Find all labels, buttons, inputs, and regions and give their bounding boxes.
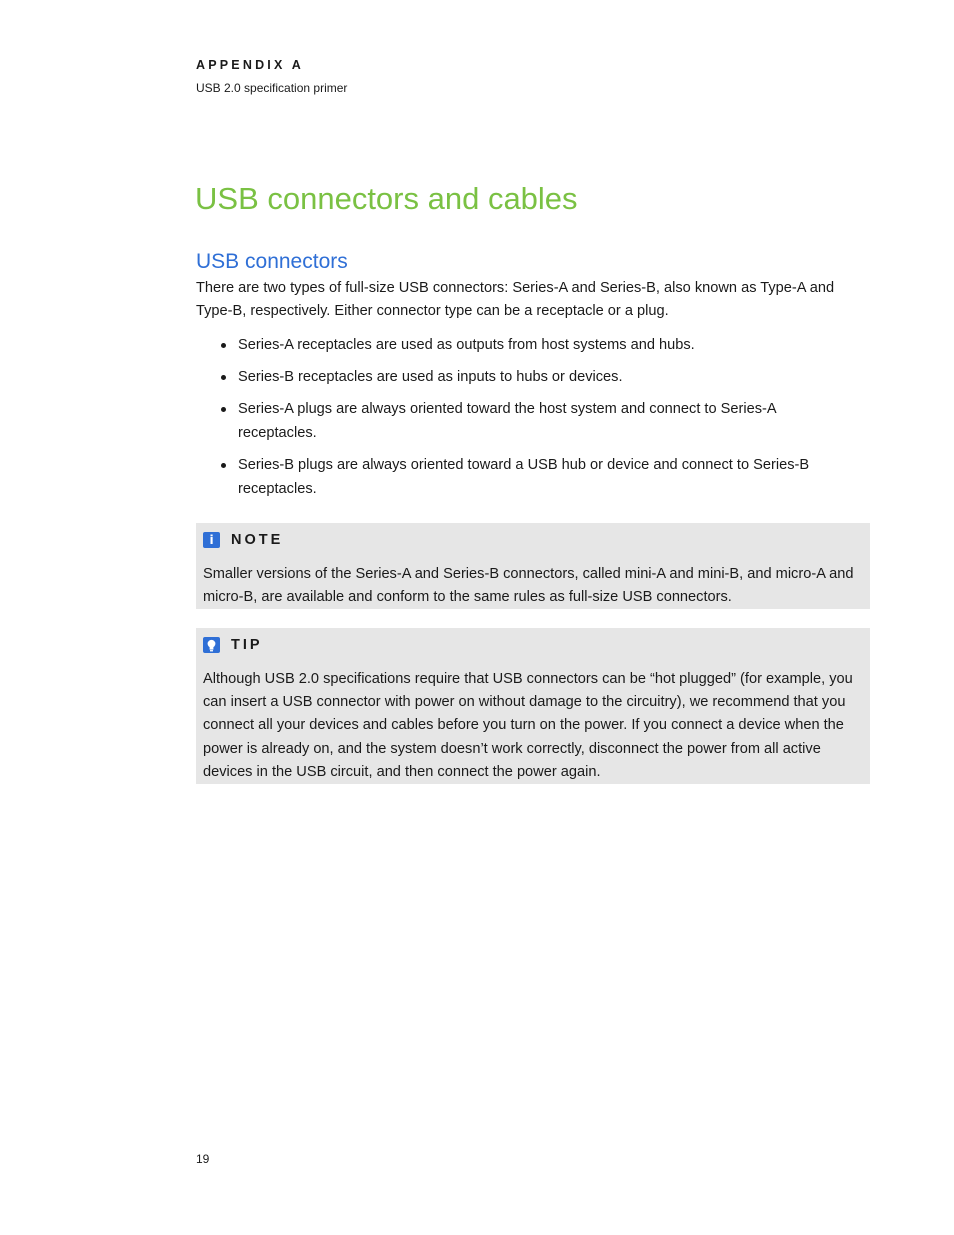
bullet-icon <box>221 343 226 348</box>
tip-label: TIP <box>231 637 263 653</box>
tip-callout <box>196 628 870 784</box>
bullet-icon <box>221 375 226 380</box>
bullet-icon <box>221 463 226 468</box>
intro-paragraph: There are two types of full-size USB connectors: Series-A and Series-B, also known as Type-A and Type-B, respectively. Either connector type can be a receptacle or a plug. <box>196 280 835 319</box>
chapter-title: USB connectors and cables <box>195 181 578 216</box>
lightbulb-icon <box>203 637 220 653</box>
note-label: NOTE <box>231 532 284 548</box>
list-item <box>196 365 870 389</box>
list-item <box>196 453 870 501</box>
list-item-text: Series-A receptacles are used as outputs from host systems and hubs. <box>238 337 695 353</box>
list-item <box>196 397 870 445</box>
appendix-label: APPENDIX A <box>196 58 304 72</box>
tip-body: Although USB 2.0 specifications require that USB connectors can be “hot plugged” (for example, you can insert a USB connector with power on without damage to the circuitry), we recommend that you connect all your devices and cables before you turn on the power. If you connect a device when the power is already on, and the system doesn’t work correctly, disconnect the power from all active devices in the USB circuit, and then connect the power again. <box>203 671 853 780</box>
list-item-text: Series-B plugs are always oriented toward a USB hub or device and connect to Series-B receptacles. <box>238 457 810 497</box>
note-body: Smaller versions of the Series-A and Series-B connectors, called mini-A and mini-B, and micro-A and micro-B, are available and conform to the same rules as full-size USB connectors. <box>203 566 854 606</box>
page-number: 19 <box>196 1152 210 1166</box>
section-heading: USB connectors <box>196 250 348 273</box>
info-icon: i <box>203 532 220 548</box>
tip-header <box>203 636 862 654</box>
bullet-icon <box>221 407 226 412</box>
note-callout <box>196 523 870 609</box>
list-item <box>196 333 870 357</box>
bullet-list <box>196 333 870 509</box>
note-header <box>203 531 862 549</box>
list-item-text: Series-B receptacles are used as inputs to hubs or devices. <box>238 369 623 385</box>
appendix-subtitle: USB 2.0 specification primer <box>196 81 348 95</box>
list-item-text: Series-A plugs are always oriented toward the host system and connect to Series-A receptacles. <box>238 401 776 441</box>
